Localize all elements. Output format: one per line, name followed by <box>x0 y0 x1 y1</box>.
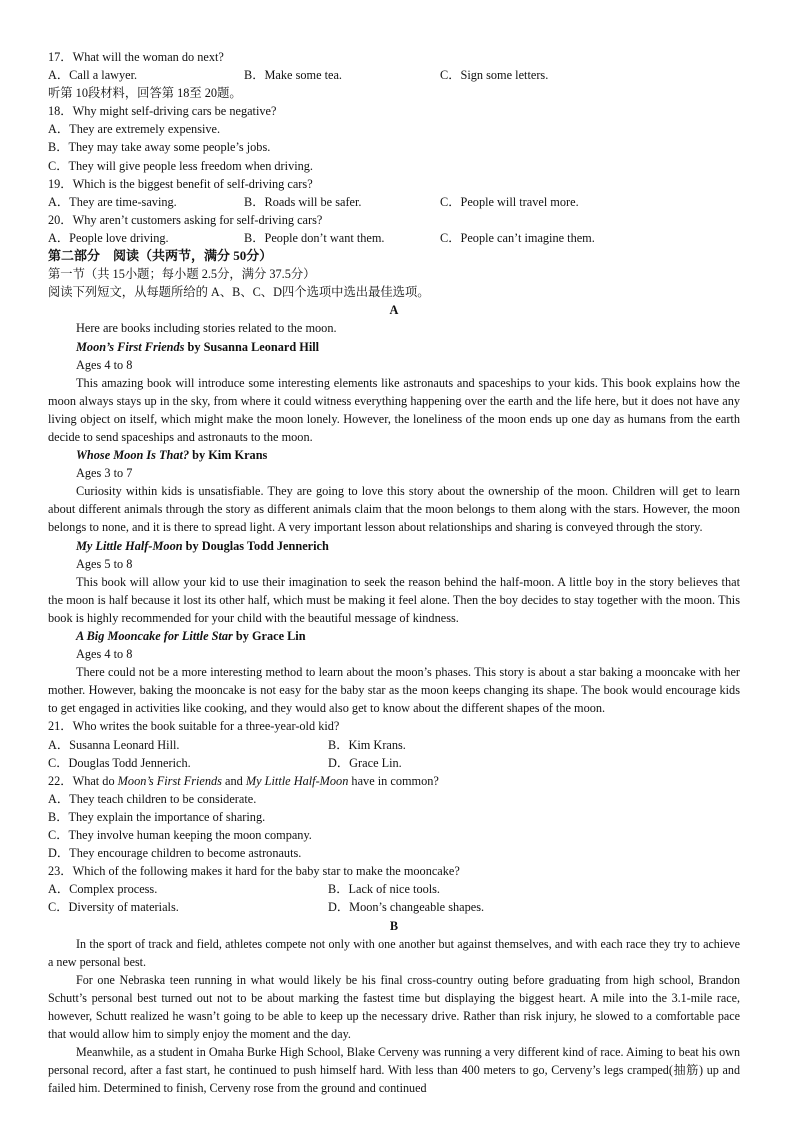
stem-title: My Little Half-Moon <box>245 773 349 788</box>
option-row <box>48 880 740 898</box>
book-author: by Susanna Leonard Hill <box>184 339 320 354</box>
question-18 <box>48 102 740 174</box>
stem-text: have in common? <box>348 773 439 788</box>
book-title <box>48 338 740 356</box>
book-entry <box>48 627 740 717</box>
book-description: This amazing book will introduce some interesting elements like astronauts and spaceships to your kids. This book explains how the moon always stays up in the sky, from where it could witness everything happening over the earth and the life here, but it does not have any living object on itself, which might make the moon lonely. However, the loneliness of the moon ends up one day as humans from the earth decide to send spaceships and astronauts to the moon. <box>48 375 740 444</box>
stem-title: Moon’s First Friends <box>117 773 222 788</box>
passage-b-label: B <box>389 918 399 933</box>
listening-instruction: 听第 10段材料，回答第 18至 20题。 <box>48 86 242 101</box>
question-stem: 20．Why aren’t customers asking for self-driving cars? <box>48 212 323 227</box>
book-name: My Little Half-Moon <box>76 538 183 553</box>
question-stem: 19．Which is the biggest benefit of self-driving cars? <box>48 176 313 191</box>
book-title <box>48 627 740 645</box>
book-description: There could not be a more interesting method to learn about the moon’s phases. This story is about a star baking a mooncake with her mother. However, baking the mooncake is not easy for the baby star as the moon keeps changing its shape. The book would encourage kids to get engaged in activities like cooking, and they would also get to know about the different shapes of the moon. <box>48 665 740 716</box>
book-name: Whose Moon Is That? <box>76 448 190 463</box>
reading-instruction: 阅读下列短文，从每题所给的 A、B、C、D四个选项中选出最佳选项。 <box>48 285 430 300</box>
passage-a-intro: Here are books including stories related to the moon. <box>76 321 337 336</box>
book-description: This book will allow your kid to use their imagination to seek the reason behind the half-moon. A little boy in the story believes that the moon is half because it lost its other half, which must be making it feel alone. Then the boy decides to stay together with the moon. This book is highly recommended for your child with the beautiful message of kindness. <box>48 574 740 625</box>
option-a[interactable]: A．They teach children to be considerate. <box>48 791 257 806</box>
option-b[interactable]: B．They may take away some people’s jobs. <box>48 140 271 155</box>
option-a[interactable]: A．Susanna Leonard Hill. <box>48 737 180 752</box>
option-c[interactable]: C．They involve human keeping the moon company. <box>48 828 312 843</box>
question-stem: 17．What will the woman do next? <box>48 50 224 64</box>
question-stem: 23．Which of the following makes it hard for the baby star to make the mooncake? <box>48 864 460 879</box>
option-b[interactable]: B．Roads will be safer. <box>244 194 362 209</box>
option-c[interactable]: C．Douglas Todd Jennerich. <box>48 755 191 770</box>
book-entry <box>48 537 740 627</box>
option-d[interactable]: D．They encourage children to become astronauts. <box>48 846 302 861</box>
option-c[interactable]: C．People can’t imagine them. <box>440 230 595 245</box>
book-entry <box>48 338 740 447</box>
book-title <box>48 446 740 464</box>
passage-paragraph: In the sport of track and field, athletes compete not only with one another but against themselves, and with each race they try to achieve a new personal best. <box>48 936 740 969</box>
part-two-heading: 第二部分 阅读（共两节，满分 50分） <box>48 248 273 264</box>
option-row <box>48 736 740 754</box>
question-21 <box>48 717 740 771</box>
book-ages: Ages 3 to 7 <box>76 466 133 481</box>
option-b[interactable]: B．Make some tea. <box>244 68 343 83</box>
passage-a-label: A <box>389 303 399 318</box>
book-entry <box>48 446 740 536</box>
stem-text: 22．What do <box>48 773 118 788</box>
option-c[interactable]: C．Diversity of materials. <box>48 900 179 915</box>
option-b[interactable]: B．People don’t want them. <box>244 230 385 245</box>
option-d[interactable]: D．Moon’s changeable shapes. <box>328 900 485 915</box>
option-b[interactable]: B．Lack of nice tools. <box>328 882 441 897</box>
option-a[interactable]: A．Complex process. <box>48 882 158 897</box>
question-22 <box>48 772 740 862</box>
book-description: Curiosity within kids is unsatisfiable. They are going to love this story about the ownership of the moon. Children will get to learn about different animals through the story as different animals claim that the moon belongs to them along with the stars. However, the moon belongs to none, and it is there to spread light. A very important lesson about relationships and sharing is conveyed through the story. <box>48 484 740 535</box>
passage-paragraph: Meanwhile, as a student in Omaha Burke High School, Blake Cerveny was running a very different kind of race. Aiming to beat his own personal record, after a fast start, he continued to push himself hard. With less than 400 meters to go, Cerveny’s legs cramped(抽筋) up and failed him. Determined to finish, Cerveny rose from the ground and continued <box>48 1045 740 1096</box>
option-c[interactable]: C．People will travel more. <box>440 194 579 209</box>
book-author: by Grace Lin <box>232 629 306 643</box>
passage-paragraph: For one Nebraska teen running in what would likely be his final cross-country outing before graduating from high school, Brandon Schutt’s personal best turned out not to be about marking the fastest time but displaying the biggest heart. A mile into the 3.1-mile race, however, Schutt realized he wasn’t going to be able to keep up the necessary drive. Rather than risk injury, he slowed to a comfortable pace that would allow him to simply enjoy the moment and the day. <box>48 972 740 1042</box>
question-stem: 18．Why might self-driving cars be negative? <box>48 104 277 119</box>
option-row <box>48 229 740 247</box>
option-a[interactable]: A．People love driving. <box>48 230 169 245</box>
question-23 <box>48 862 740 916</box>
option-c[interactable]: C．Sign some letters. <box>440 68 549 83</box>
book-ages: Ages 4 to 8 <box>76 647 133 662</box>
book-author: by Douglas Todd Jennerich <box>182 538 329 553</box>
book-author: by Kim Krans <box>189 448 268 463</box>
option-row <box>48 754 740 772</box>
stem-text: and <box>221 773 246 788</box>
option-b[interactable]: B．They explain the importance of sharing. <box>48 809 266 824</box>
book-name: A Big Mooncake for Little Star <box>76 629 233 643</box>
book-ages: Ages 4 to 8 <box>76 357 133 372</box>
option-d[interactable]: D．Grace Lin. <box>328 755 402 770</box>
option-a[interactable]: A．They are extremely expensive. <box>48 122 221 137</box>
section-one-heading: 第一节（共 15小题；每小题 2.5分，满分 37.5分） <box>48 267 316 282</box>
option-c[interactable]: C．They will give people less freedom when driving. <box>48 158 314 173</box>
option-b[interactable]: B．Kim Krans. <box>328 737 406 752</box>
option-a[interactable]: A．They are time-saving. <box>48 194 177 209</box>
option-row <box>48 898 740 916</box>
option-a[interactable]: A．Call a lawyer. <box>48 68 138 83</box>
option-row <box>48 66 740 84</box>
question-stem: 21．Who writes the book suitable for a three-year-old kid? <box>48 719 340 734</box>
option-row <box>48 193 740 211</box>
question-stem <box>48 772 740 790</box>
exam-page <box>48 48 740 1097</box>
question-19 <box>48 175 740 211</box>
book-ages: Ages 5 to 8 <box>76 556 133 571</box>
book-name: Moon’s First Friends <box>76 339 185 354</box>
book-title <box>48 537 740 555</box>
question-20 <box>48 211 740 247</box>
question-17 <box>48 48 740 84</box>
